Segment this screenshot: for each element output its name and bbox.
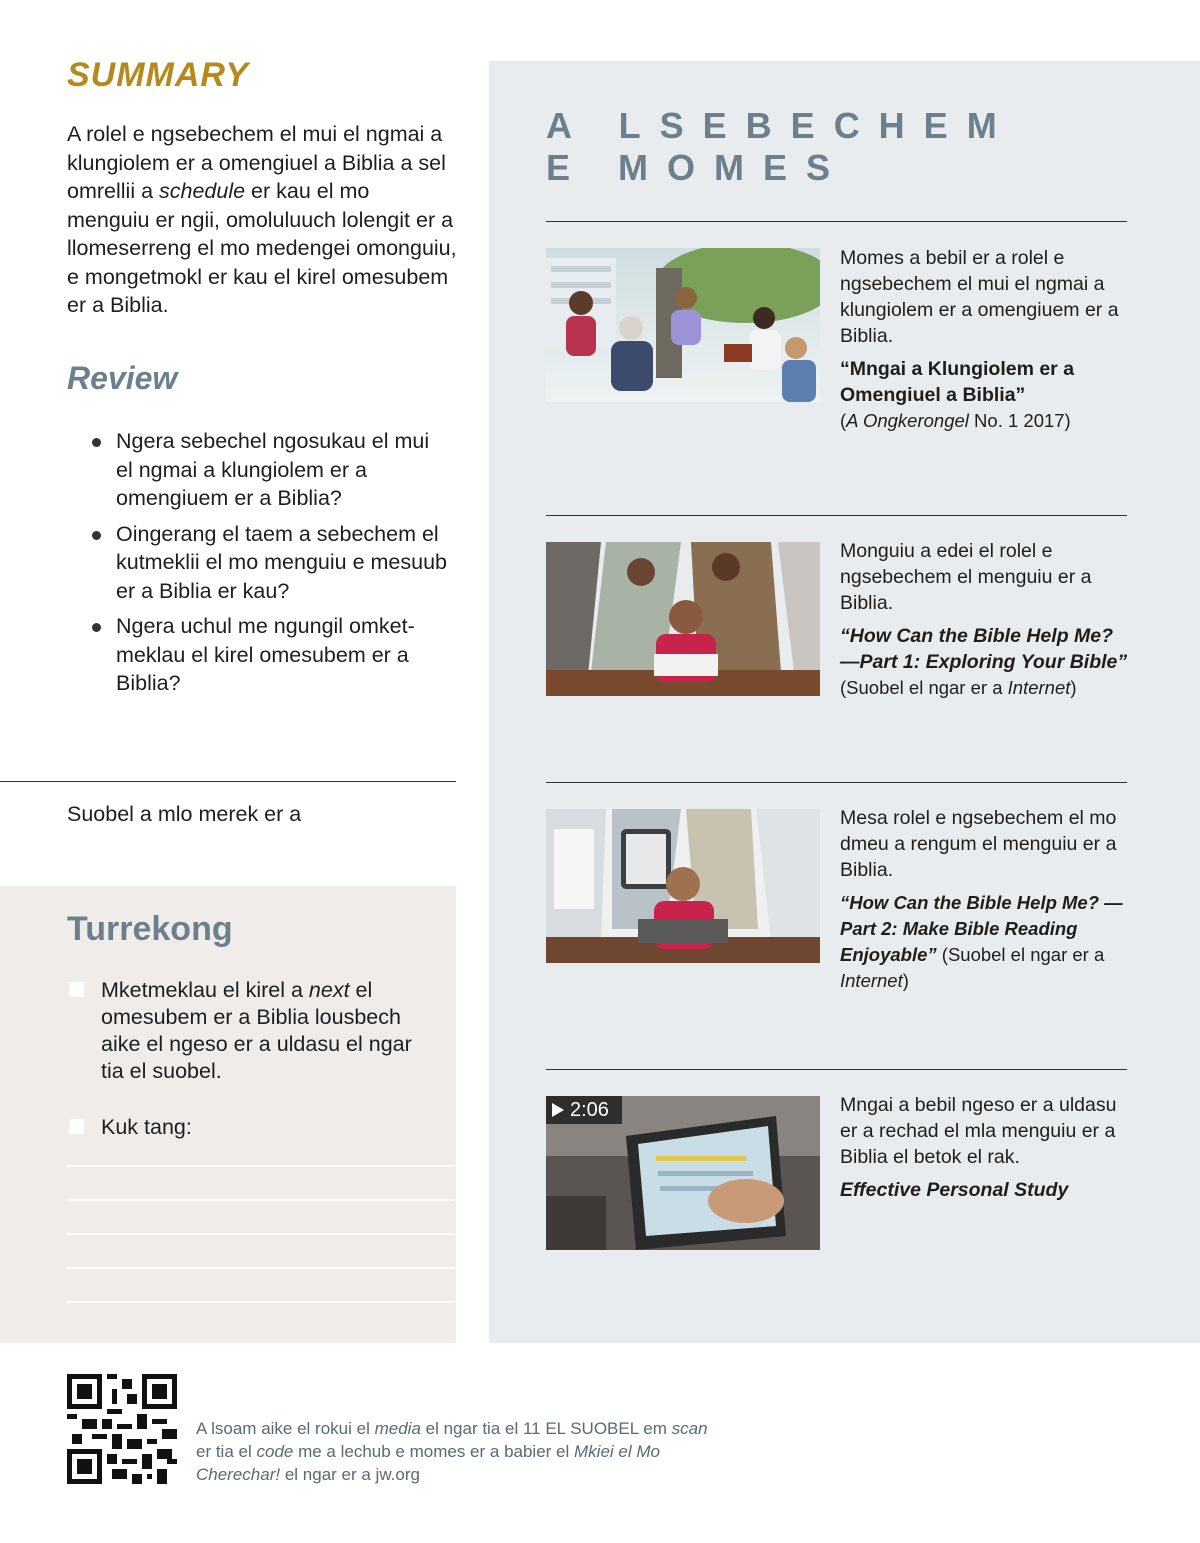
checkbox[interactable] [69, 982, 84, 997]
write-line [67, 1267, 455, 1269]
entry-divider [546, 515, 1127, 516]
entry-description: Mngai a bebil ngeso er a uldasu er a rechad el mla menguiu er a Biblia el betok el rak. [840, 1094, 1117, 1168]
review-list [90, 427, 450, 705]
review-question: Oingerang el taem a sebechem el kutmeklii el mo menguiu e mesuub er a Biblia er kau? [90, 520, 450, 606]
bullet-icon [92, 438, 101, 447]
video-duration-badge: 2:06 [546, 1096, 622, 1124]
explore-entry [840, 805, 1130, 994]
qr-code[interactable] [67, 1374, 177, 1484]
write-line [67, 1199, 455, 1201]
summary-title: SUMMARY [67, 56, 250, 94]
entry-source: (A Ongkerongel No. 1 2017) [840, 410, 1071, 431]
checkbox[interactable] [69, 1119, 84, 1134]
write-line [67, 1301, 455, 1303]
footer-note: A lsoam aike el rokui el media el ngar tia el 11 EL SUOBEL em scan er tia el code me a lechub e momes er a babier el Mkiei el Mo Cherechar! el ngar er a jw.org [196, 1419, 708, 1484]
video-thumbnail[interactable] [546, 542, 820, 696]
review-question: Ngera uchul me ngungil omketmeklau el kirel omesubem er a Biblia? [90, 612, 450, 698]
entry-description: Momes a bebil er a rolel e ngsebechem el mui el ngmai a klungiolem er a omengiuem er a Biblia. [840, 247, 1119, 347]
explore-entry [840, 1092, 1130, 1203]
explore-title: A LSEBECHEM E MOMES [546, 105, 1016, 188]
entry-source: (Suobel el ngar er a Internet) [840, 677, 1077, 698]
video-link[interactable]: “How Can the Bible Help Me? —Part 2: Make Bible Reading Enjoyable” [840, 892, 1123, 965]
explore-entry [840, 538, 1130, 701]
todo-item-schedule: Mketmeklau el kirel a next el omesubem er a Biblia lousbech aike el ngeso er a uldasu el ngar tia el suobel. [67, 977, 437, 1085]
review-question: Ngera sebechel ngosukau el mui el ngmai a klungiolem er a omengiuem er a Biblia? [90, 427, 450, 513]
entry-divider [546, 1069, 1127, 1070]
article-link[interactable]: “Mngai a Klungiolem er a Omengiuel a Biblia” [840, 358, 1075, 406]
write-line [67, 1233, 455, 1235]
video-thumbnail[interactable] [546, 809, 820, 963]
video-link[interactable]: “How Can the Bible Help Me? —Part 1: Exploring Your Bible” [840, 625, 1128, 673]
play-icon [552, 1103, 564, 1117]
entry-source: “How Can the Bible Help Me? —Part 2: Make Bible Reading Enjoyable” (Suobel el ngar er a Internet) [840, 892, 1123, 991]
entry-divider [546, 221, 1127, 222]
explore-entry [840, 245, 1130, 434]
entry-divider [546, 782, 1127, 783]
todo-title: Turrekong [67, 910, 233, 948]
section-divider [0, 781, 456, 782]
entry-description: Mesa rolel e ngsebechem el mo dmeu a rengum el menguiu er a Biblia. [840, 807, 1117, 881]
video-link[interactable]: Effective Personal Study [840, 1179, 1069, 1201]
review-title: Review [67, 360, 178, 396]
todo-item-custom: Kuk tang: [67, 1114, 437, 1141]
more-info-text: Suobel a mlo merek er a [67, 802, 302, 826]
bullet-icon [92, 623, 101, 632]
summary-text: A rolel e ngsebechem el mui el ngmai a klungiolem er a omengiuel a Biblia a sel omrellii a schedule er kau el mo menguiu er ngii, omoluluuch lolengit er a llomeserreng el mo medengei omonguiu, e mongetmokl er kau el kirel omesubem er a Biblia. [67, 122, 457, 317]
video-thumbnail[interactable] [546, 1096, 820, 1250]
article-thumbnail[interactable] [546, 248, 820, 402]
entry-description: Monguiu a edei el rolel e ngsebechem el menguiu er a Biblia. [840, 540, 1092, 614]
bullet-icon [92, 531, 101, 540]
write-line [67, 1165, 455, 1167]
